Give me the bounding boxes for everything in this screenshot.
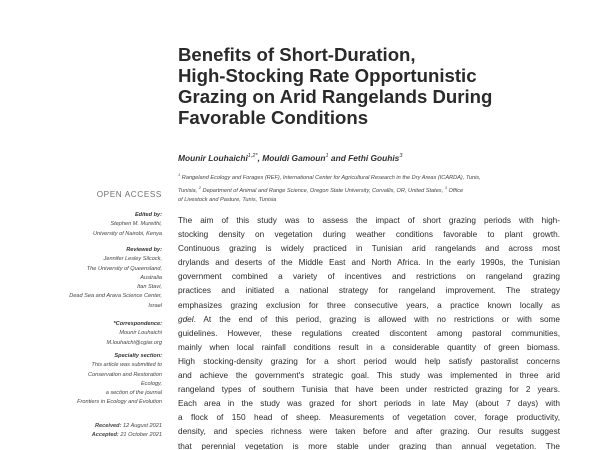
title-line: High-Stocking Rate Opportunistic: [178, 65, 477, 86]
affiliation-text: Office: [446, 187, 464, 194]
editor-line: Stephen M. Mureithi,: [110, 221, 162, 228]
specialty-label: Specialty section:: [114, 353, 162, 359]
affiliation-text: Department of Animal and Range Science, Oregon State University, Corvallis, OR, United States,: [200, 187, 445, 194]
accepted-value: 21 October 2021: [118, 432, 162, 439]
abstract: [178, 214, 560, 450]
affiliation-mark: 1: [178, 172, 181, 177]
received-label: Received:: [95, 423, 122, 429]
reviewed-by-label: Reviewed by:: [126, 247, 162, 253]
author-list: [178, 153, 578, 163]
reviewer-line: The University of Queensland,: [86, 265, 162, 272]
abstract-line: and achieve the government's strategic goal. This study was implemented in three arid: [178, 371, 560, 381]
reviewer-line: Jennifer Lesley Silcock,: [103, 256, 162, 263]
affiliations: [178, 170, 573, 205]
author-separator: ,: [257, 153, 263, 163]
specialty-line: This article was submitted to: [91, 362, 162, 369]
article-title: [178, 44, 578, 128]
affiliation-text: Tunisia,: [178, 187, 199, 194]
editor-line: University of Nairobi, Kenya: [92, 230, 162, 237]
local-term: gdel: [178, 314, 194, 324]
affiliation-mark: 2: [198, 185, 201, 191]
author-affiliation-mark: 1: [325, 153, 329, 160]
title-line: Favorable Conditions: [178, 107, 369, 128]
abstract-line: guidelines. However, these regulations created discontent among pastoral communities,: [178, 328, 560, 338]
reviewer-line: Israel: [148, 302, 162, 309]
correspondence-email[interactable]: M.louhaichi@cgiar.org: [106, 339, 162, 346]
abstract-line: High stocking-density grazing for a short period would help satisfy pastoralist concerns: [178, 356, 560, 366]
affiliation-text: Rangeland Ecology and Forages (REF), International Center for Agricultural Research in the Dry Areas (ICARDA), Tunis,: [180, 174, 481, 181]
open-access-label: OPEN ACCESS: [96, 190, 162, 199]
abstract-line: emphasizes grazing exclusion for three consecutive years, a practice known locally as: [178, 300, 560, 310]
abstract-line: Each area in the study was grazed for short periods in late May (about 7 days) with: [178, 399, 560, 409]
received-value: 12 August 2021: [121, 423, 162, 429]
accepted-date: [92, 431, 162, 440]
specialty-section: [77, 352, 162, 408]
abstract-line: drylands and deserts of the Middle East and North Africa. In the early 1990s, the Tunisian: [178, 258, 560, 268]
specialty-line: Conservation and Restoration: [87, 371, 162, 378]
abstract-line: a flock of 150 head of sheep. Measurements of vegetation cover, forage productivity,: [178, 413, 560, 423]
author-separator: and: [328, 153, 349, 163]
abstract-line: mainly when local rainfall conditions result in a considerable quantity of green biomass.: [178, 342, 560, 352]
abstract-line: stocking density on vegetation during weather conditions favorable to plant growth.: [178, 230, 560, 240]
abstract-line: that perennial vegetation is more stable under grazing than annual vegetation. The: [178, 441, 560, 450]
edited-by-label: Edited by:: [134, 212, 162, 218]
abstract-line: government combined a variety of incentives and restrictions on rangeland grazing: [178, 272, 560, 282]
specialty-line: Frontiers in Ecology and Evolution: [77, 399, 162, 406]
author-affiliation-mark: 3: [399, 153, 403, 160]
author-name: Fethi Gouhis: [348, 153, 400, 163]
article-dates: [92, 422, 162, 441]
abstract-line: gdel. At the end of this period, grazing is allowed with no restrictions or with some: [178, 314, 560, 324]
author-affiliation-mark: 1,2*: [247, 153, 258, 160]
specialty-line: a section of the journal: [105, 390, 162, 397]
author-name: Mouldi Gamoun: [262, 153, 326, 163]
received-date: [92, 422, 162, 431]
accepted-label: Accepted:: [91, 432, 119, 439]
edited-by: [93, 211, 162, 239]
affiliation-line: of Livestock and Pasture, Tunis, Tunisia: [178, 197, 277, 204]
affiliation-line: [178, 170, 573, 183]
reviewer-line: Itan Stavi,: [137, 284, 162, 291]
abstract-line: Continuous grazing is widely practiced in Tunisian arid rangelands and across most: [178, 244, 560, 254]
specialty-line: Ecology,: [140, 380, 162, 387]
reviewer-line: Dead Sea and Arava Science Center,: [69, 293, 162, 300]
reviewer-line: Australia: [140, 274, 162, 281]
title-line: Benefits of Short-Duration,: [178, 44, 416, 65]
correspondence-label: *Correspondence:: [113, 321, 162, 327]
abstract-line: practices and initiated a national strategy for rangeland improvement. The strategy: [178, 286, 560, 296]
title-line: Grazing on Arid Rangelands During: [178, 86, 493, 107]
abstract-line: rangeland types of southern Tunisia that have been under restricted grazing for 2 years.: [178, 385, 560, 395]
correspondence: [106, 320, 162, 348]
affiliation-line: [178, 183, 573, 196]
affiliation-mark: 3: [444, 185, 447, 191]
correspondence-line: Mounir Louhaichi: [119, 330, 162, 337]
abstract-line: The aim of this study was to assess the impact of short grazing periods with high-: [178, 216, 560, 225]
author-name: Mounir Louhaichi: [178, 153, 248, 163]
abstract-line: density, and species richness were taken before and after grazing. Our results suggest: [178, 427, 560, 437]
reviewed-by: [69, 246, 162, 311]
